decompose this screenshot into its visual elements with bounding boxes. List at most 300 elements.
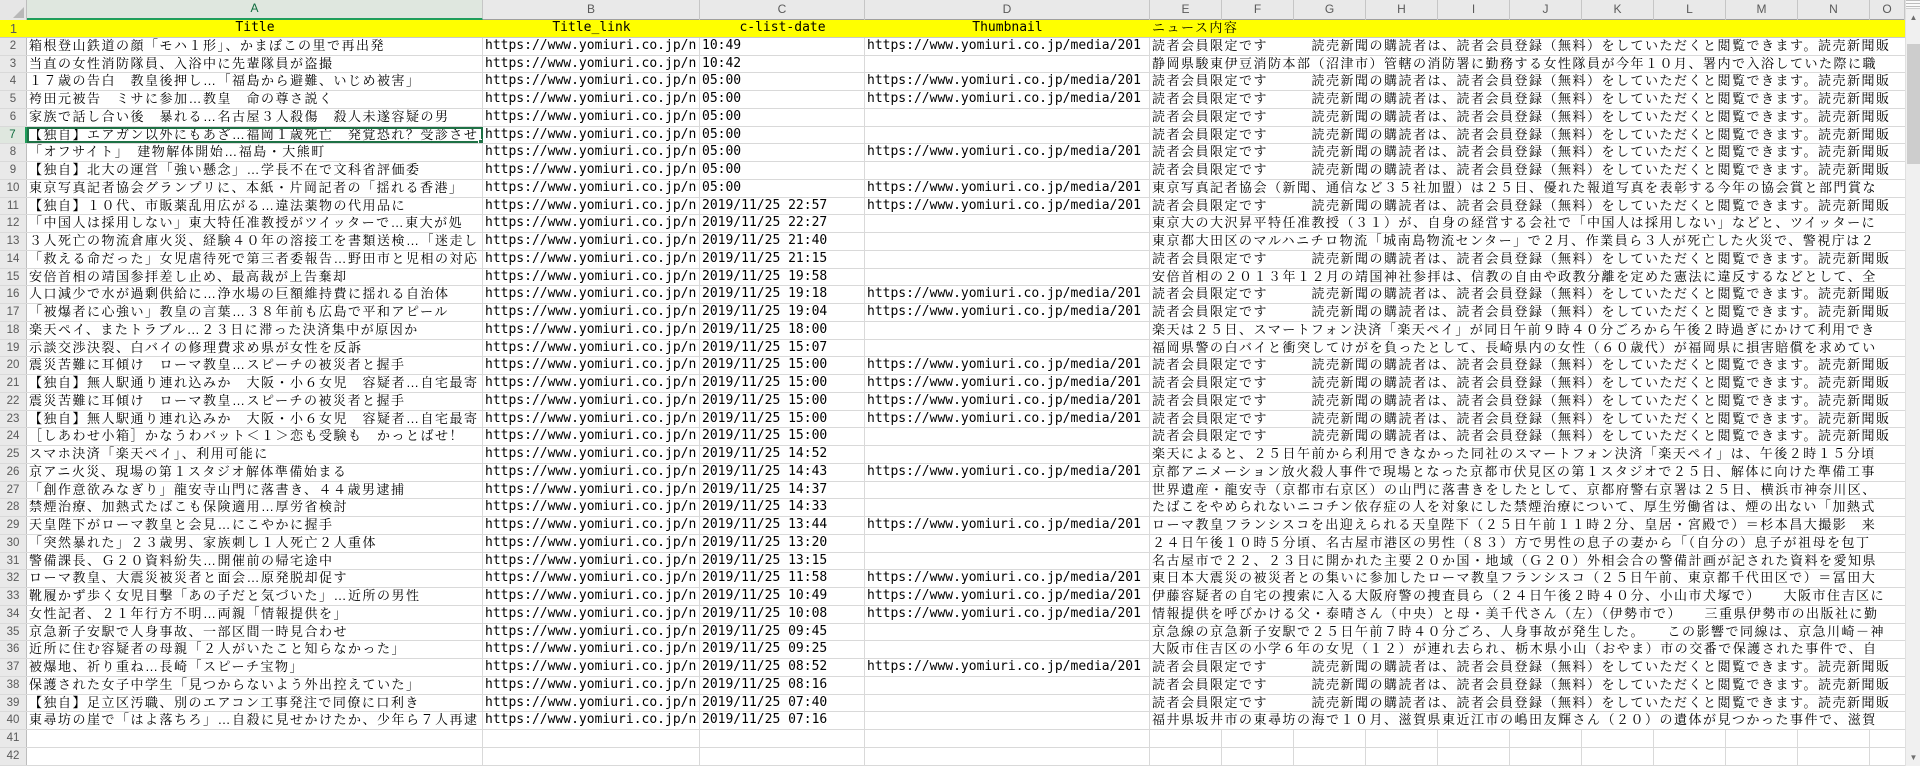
cell-title[interactable]: 近所に住む容疑者の母親「２人がいたこと知らなかった」 (27, 641, 483, 658)
row-number[interactable]: 24 (0, 428, 27, 445)
cell-content[interactable]: 読者会員限定です 読売新聞の購読者は、読者会員登録（無料）をしていただくと閲覧できます。読売新聞販 (1152, 286, 1891, 302)
cell-title[interactable]: 「救える命だった」女児虐待死で第三者委報告…野田市と児相の対応 (27, 251, 483, 268)
cell-link[interactable]: https://www.yomiuri.co.jp/n (483, 446, 700, 463)
cell-date[interactable]: 2019/11/25 22:57 (700, 198, 865, 215)
row-number[interactable]: 16 (0, 286, 27, 303)
cell-content[interactable]: 読者会員限定です 読売新聞の購読者は、読者会員登録（無料）をしていただくと閲覧できます。読売新聞販 (1152, 73, 1891, 89)
cell-content[interactable]: ローマ教皇フランシスコを出迎えられる天皇陛下（２５日午前１１時２分、皇居・宮殿で）＝杉本昌大撮影 来 (1152, 517, 1877, 532)
column-header-c[interactable]: C (700, 0, 865, 20)
cell-title[interactable]: ローマ教皇、大震災被災者と面会…原発脱却促す (27, 570, 483, 587)
cell-link[interactable]: https://www.yomiuri.co.jp/n (483, 499, 700, 516)
cell-title[interactable]: 【独自】無人駅通り連れ込みか 大阪・小６女児 容疑者…自宅最寄 (27, 375, 483, 392)
cell-link[interactable]: https://www.yomiuri.co.jp/n (483, 712, 700, 729)
cell-date[interactable]: 2019/11/25 09:45 (700, 624, 865, 641)
cell-thumbnail[interactable] (865, 712, 1150, 729)
row-number[interactable]: 18 (0, 322, 27, 339)
row-number[interactable]: 28 (0, 499, 27, 516)
cell-thumbnail[interactable] (865, 677, 1150, 694)
row-number[interactable]: 2 (0, 38, 27, 55)
cell-link[interactable]: https://www.yomiuri.co.jp/n (483, 535, 700, 552)
cell-date[interactable]: 2019/11/25 10:49 (700, 588, 865, 605)
cell-link[interactable]: https://www.yomiuri.co.jp/n (483, 91, 700, 108)
cell-title[interactable]: 当直の女性消防隊員、入浴中に先輩隊員が盗撮 (27, 56, 483, 73)
column-header-j[interactable]: J (1510, 0, 1582, 20)
cell-link[interactable]: https://www.yomiuri.co.jp/n (483, 127, 700, 144)
row-number[interactable]: 8 (0, 144, 27, 161)
table-header-row (0, 20, 1905, 38)
cell-thumbnail[interactable]: https://www.yomiuri.co.jp/media/201 (865, 375, 1150, 392)
row-number[interactable]: 19 (0, 340, 27, 357)
column-header-n[interactable]: N (1798, 0, 1870, 20)
cell-date[interactable]: 2019/11/25 07:16 (700, 712, 865, 729)
cell-link[interactable]: https://www.yomiuri.co.jp/n (483, 198, 700, 215)
cell-date[interactable]: 05:00 (700, 127, 865, 144)
row-number[interactable]: 6 (0, 109, 27, 126)
table-row (0, 109, 1905, 127)
cell-content[interactable]: 読者会員限定です 読売新聞の購読者は、読者会員登録（無料）をしていただくと閲覧できます。読売新聞販 (1152, 126, 1891, 142)
cell-title[interactable]: 東京写真記者協会グランプリに、本紙・片岡記者の「揺れる香港」 (27, 180, 483, 197)
header-title-link[interactable]: Title_link (483, 20, 700, 37)
column-header-a[interactable]: A (27, 0, 483, 20)
row-number[interactable]: 3 (0, 56, 27, 73)
column-header-h[interactable]: H (1366, 0, 1438, 20)
cell-thumbnail[interactable]: https://www.yomiuri.co.jp/media/201 (865, 588, 1150, 605)
cell-link[interactable] (483, 748, 700, 765)
cell-date[interactable]: 2019/11/25 22:27 (700, 215, 865, 232)
row-number[interactable]: 22 (0, 393, 27, 410)
cell-date[interactable]: 2019/11/25 13:44 (700, 517, 865, 534)
cell-title[interactable]: 女性記者、２１年行方不明…両親「情報提供を」 (27, 606, 483, 623)
cell-thumbnail[interactable] (865, 428, 1150, 445)
cell-content[interactable]: 京急線の京急新子安駅で２５日午前７時４０分ごろ、人身事故が発生した。 この影響で同線は、京急川崎－神 (1152, 623, 1886, 639)
cell-thumbnail[interactable] (865, 499, 1150, 516)
cell-content[interactable]: 読者会員限定です 読売新聞の購読者は、読者会員登録（無料）をしていただくと閲覧できます。読売新聞販 (1152, 659, 1891, 674)
cell-content[interactable]: 読者会員限定です 読売新聞の購読者は、読者会員登録（無料）をしていただくと閲覧できます。読売新聞販 (1152, 144, 1891, 160)
cell-thumbnail[interactable] (865, 730, 1150, 747)
cell-date[interactable]: 2019/11/25 11:58 (700, 570, 865, 587)
cell-link[interactable]: https://www.yomiuri.co.jp/n (483, 322, 700, 339)
row-number[interactable]: 15 (0, 269, 27, 286)
header-c-list-date[interactable]: c-list-date (700, 20, 865, 37)
cell-thumbnail[interactable] (865, 340, 1150, 357)
row-number[interactable]: 42 (0, 748, 27, 765)
column-header-b[interactable]: B (483, 0, 700, 20)
cell-content[interactable]: 読者会員限定です 読売新聞の購読者は、読者会員登録（無料）をしていただくと閲覧できます。読売新聞販 (1152, 91, 1891, 106)
row-number[interactable]: 36 (0, 641, 27, 658)
row-number[interactable]: 10 (0, 180, 27, 197)
cell-thumbnail[interactable] (865, 482, 1150, 499)
cell-link[interactable]: https://www.yomiuri.co.jp/n (483, 393, 700, 410)
cell-date[interactable]: 2019/11/25 10:08 (700, 606, 865, 623)
cell-title[interactable]: 「被爆者に心強い」教皇の言葉…３８年前も広島で平和アピール (27, 304, 483, 321)
cell-thumbnail[interactable] (865, 127, 1150, 144)
cell-content[interactable]: 読者会員限定です 読売新聞の購読者は、読者会員登録（無料）をしていただくと閲覧できます。読売新聞販 (1152, 694, 1891, 710)
cell-link[interactable]: https://www.yomiuri.co.jp/n (483, 375, 700, 392)
cell-link[interactable] (483, 730, 700, 747)
cell-title[interactable]: 被爆地、祈り重ね…長崎「スピーチ宝物」 (27, 659, 483, 676)
table-row (0, 659, 1905, 677)
cell-content[interactable]: 読者会員限定です 読売新聞の購読者は、読者会員登録（無料）をしていただくと閲覧できます。読売新聞販 (1152, 410, 1891, 426)
cell-title[interactable]: ３人死亡の物流倉庫火災、経験４０年の溶接工を書類送検…「迷走し (27, 233, 483, 250)
row-number[interactable]: 12 (0, 215, 27, 232)
cell-date[interactable]: 05:00 (700, 180, 865, 197)
cell-title[interactable]: 【独自】無人駅通り連れ込みか 大阪・小６女児 容疑者…自宅最寄 (27, 411, 483, 428)
cell-thumbnail[interactable]: https://www.yomiuri.co.jp/media/201 (865, 304, 1150, 321)
cell-content[interactable]: 東京都大田区のマルハニチロ物流「城南島物流センター」で２月、作業員ら３人が死亡した火災で、警視庁は２ (1152, 233, 1876, 248)
scroll-up-button[interactable]: ▲ (1909, 13, 1918, 22)
cell-date[interactable]: 2019/11/25 13:15 (700, 553, 865, 570)
row-number[interactable]: 31 (0, 553, 27, 570)
cell-link[interactable]: https://www.yomiuri.co.jp/n (483, 180, 700, 197)
cell-date[interactable]: 2019/11/25 14:43 (700, 464, 865, 481)
cell-date[interactable]: 2019/11/25 13:20 (700, 535, 865, 552)
cell-link[interactable]: https://www.yomiuri.co.jp/n (483, 233, 700, 250)
cell-link[interactable]: https://www.yomiuri.co.jp/n (483, 588, 700, 605)
cell-thumbnail[interactable] (865, 446, 1150, 463)
table-row (0, 606, 1905, 624)
cell-date[interactable]: 2019/11/25 19:18 (700, 286, 865, 303)
cell-thumbnail[interactable] (865, 233, 1150, 250)
cell-content[interactable] (1150, 748, 1905, 765)
column-header-i[interactable]: I (1438, 0, 1510, 20)
cell-title[interactable]: スマホ決済「楽天ペイ」、利用可能に (27, 446, 483, 463)
cell-title[interactable]: 東尋坊の崖で「はよ落ちろ」…自殺に見せかけたか、少年ら７人再逮 (27, 712, 483, 729)
cell-content[interactable]: 読者会員限定です 読売新聞の購読者は、読者会員登録（無料）をしていただくと閲覧できます。読売新聞販 (1152, 428, 1891, 444)
cell-date[interactable]: 05:00 (700, 73, 865, 90)
column-header-l[interactable]: L (1654, 0, 1726, 20)
cell-title[interactable]: 禁煙治療、加熱式たばこも保険適用…厚労省検討 (27, 499, 483, 516)
row-number[interactable]: 32 (0, 570, 27, 587)
row-number[interactable]: 34 (0, 606, 27, 623)
table-row (0, 535, 1905, 553)
row-number[interactable]: 38 (0, 677, 27, 694)
cell-link[interactable]: https://www.yomiuri.co.jp/n (483, 570, 700, 587)
cell-link[interactable]: https://www.yomiuri.co.jp/n (483, 162, 700, 179)
cell-link[interactable]: https://www.yomiuri.co.jp/n (483, 144, 700, 161)
table-row (0, 482, 1905, 500)
cell-thumbnail[interactable]: https://www.yomiuri.co.jp/media/201 (865, 180, 1150, 197)
cell-content[interactable]: 大阪市住吉区の小学６年の女児（１２）が連れ去られ、栃木県小山（おやま）市の交番で保護された事件で、自 (1152, 641, 1878, 657)
cell-thumbnail[interactable]: https://www.yomiuri.co.jp/media/201 (865, 198, 1150, 215)
cell-link[interactable]: https://www.yomiuri.co.jp/n (483, 269, 700, 286)
cell-date[interactable]: 2019/11/25 15:00 (700, 428, 865, 445)
row-number[interactable]: 20 (0, 357, 27, 374)
header-thumbnail[interactable]: Thumbnail (865, 20, 1150, 37)
cell-content[interactable]: 読者会員限定です 読売新聞の購読者は、読者会員登録（無料）をしていただくと閲覧できます。読売新聞販 (1152, 197, 1891, 213)
cell-content[interactable]: 伊藤容疑者の自宅の捜索に入る大阪府警の捜査員ら（２４日午後２時４０分、小山市犬塚で） 大阪市住吉区に (1152, 588, 1886, 603)
table-row (0, 180, 1905, 198)
cell-thumbnail[interactable]: https://www.yomiuri.co.jp/media/201 (865, 464, 1150, 481)
cell-content[interactable]: 静岡県駿東伊豆消防本部（沼津市）管轄の消防署に勤務する女性隊員が今年１０月、署内で入浴していた際に職 (1152, 55, 1878, 71)
cell-content[interactable]: 京都アニメーション放火殺人事件で現場となった京都市伏見区の第１スタジオで２５日、解体に向けた準備工事 (1152, 463, 1876, 479)
cell-thumbnail[interactable] (865, 109, 1150, 126)
cell-thumbnail[interactable] (865, 56, 1150, 73)
cell-link[interactable]: https://www.yomiuri.co.jp/n (483, 517, 700, 534)
cell-link[interactable]: https://www.yomiuri.co.jp/n (483, 428, 700, 445)
table-row (0, 393, 1905, 411)
cell-content[interactable]: 東京写真記者協会（新聞、通信など３５社加盟）は２５日、優れた報道写真を表彰する今年の協会賞と部門賞な (1152, 179, 1878, 195)
cell-link[interactable]: https://www.yomiuri.co.jp/n (483, 464, 700, 481)
cell-content[interactable]: 読者会員限定です 読売新聞の購読者は、読者会員登録（無料）をしていただくと閲覧できます。読売新聞販 (1152, 392, 1891, 408)
cell-content[interactable]: 福岡県警の白バイと衝突してけがを負ったとして、長崎県内の女性（６０歳代）が福岡県に損害賠償を求めてい (1152, 339, 1877, 355)
cell-date[interactable]: 2019/11/25 19:58 (700, 269, 865, 286)
table-row (0, 748, 1905, 766)
column-header-f[interactable]: F (1222, 0, 1294, 20)
column-header-g[interactable]: G (1294, 0, 1366, 20)
row-number[interactable]: 1 (0, 20, 27, 37)
cell-link[interactable]: https://www.yomiuri.co.jp/n (483, 606, 700, 623)
row-number[interactable]: 37 (0, 659, 27, 676)
cell-link[interactable]: https://www.yomiuri.co.jp/n (483, 677, 700, 694)
cell-link[interactable]: https://www.yomiuri.co.jp/n (483, 482, 700, 499)
table-row (0, 91, 1905, 109)
cell-title[interactable]: 【独自】北大の運営「強い懸念」…学長不在で文科省評価委 (27, 162, 483, 179)
cell-thumbnail[interactable] (865, 624, 1150, 641)
cell-title[interactable]: 「中国人は採用しない」東大特任准教授がツイッターで…東大が処 (27, 215, 483, 232)
table-row (0, 56, 1905, 74)
row-number[interactable]: 27 (0, 482, 27, 499)
cell-date[interactable]: 2019/11/25 14:37 (700, 482, 865, 499)
cell-thumbnail[interactable]: https://www.yomiuri.co.jp/media/201 (865, 606, 1150, 623)
cell-title[interactable]: 「創作意欲みなぎり」龍安寺山門に落書き、４４歳男逮捕 (27, 482, 483, 499)
cell-date[interactable]: 10:49 (700, 38, 865, 55)
cell-thumbnail[interactable]: https://www.yomiuri.co.jp/media/201 (865, 73, 1150, 90)
cell-thumbnail[interactable] (865, 748, 1150, 765)
table-row (0, 215, 1905, 233)
cell-content[interactable]: 読者会員限定です 読売新聞の購読者は、読者会員登録（無料）をしていただくと閲覧できます。読売新聞販 (1152, 250, 1891, 266)
scrollbar-thumb[interactable] (1907, 44, 1920, 164)
scrollbar-split-handle[interactable] (1906, 0, 1920, 9)
cell-title[interactable]: 警備課長、Ｇ２０資料紛失…開催前の帰宅途中 (27, 553, 483, 570)
cell-content[interactable]: 楽天は２５日、スマートフォン決済「楽天ペイ」が同日午前９時４０分ごろから午後２時過ぎにかけて利用でき (1152, 321, 1876, 337)
cell-content[interactable]: 読者会員限定です 読売新聞の購読者は、読者会員登録（無料）をしていただくと閲覧できます。読売新聞販 (1152, 162, 1891, 177)
cell-date[interactable]: 2019/11/25 14:33 (700, 499, 865, 516)
cell-date[interactable]: 2019/11/25 08:52 (700, 659, 865, 676)
cell-date[interactable]: 05:00 (700, 91, 865, 108)
table-row (0, 446, 1905, 464)
cell-date[interactable]: 2019/11/25 21:15 (700, 251, 865, 268)
row-number[interactable]: 41 (0, 730, 27, 747)
column-header-o[interactable]: O (1870, 0, 1905, 20)
table-row (0, 304, 1905, 322)
cell-content[interactable]: たばこをやめられないニコチン依存症の人を対象にした禁煙治療について、厚生労働省は、煙の出ない「加熱式 (1152, 499, 1876, 515)
cell-link[interactable]: https://www.yomiuri.co.jp/n (483, 38, 700, 55)
header-news-content[interactable]: ニュース内容 (1150, 20, 1905, 37)
cell-link[interactable]: https://www.yomiuri.co.jp/n (483, 411, 700, 428)
cell-thumbnail[interactable] (865, 695, 1150, 712)
table-row (0, 499, 1905, 517)
cell-content[interactable]: 読者会員限定です 読売新聞の購読者は、読者会員登録（無料）をしていただくと閲覧できます。読売新聞販 (1152, 304, 1891, 319)
cell-date[interactable]: 2019/11/25 15:00 (700, 375, 865, 392)
cell-title[interactable]: 震災苦難に耳傾け ローマ教皇…スピーチの被災者と握手 (27, 357, 483, 374)
row-number[interactable]: 21 (0, 375, 27, 392)
cell-thumbnail[interactable]: https://www.yomiuri.co.jp/media/201 (865, 393, 1150, 410)
table-row (0, 695, 1905, 713)
cell-thumbnail[interactable]: https://www.yomiuri.co.jp/media/201 (865, 659, 1150, 676)
cell-link[interactable]: https://www.yomiuri.co.jp/n (483, 109, 700, 126)
cell-content[interactable]: 情報提供を呼びかける父・泰晴さん（中央）と母・美千代さん（左）（伊勢市で） 三重県伊勢市の出版社に勤 (1152, 605, 1879, 621)
cell-thumbnail[interactable]: https://www.yomiuri.co.jp/media/201 (865, 286, 1150, 303)
cell-thumbnail[interactable] (865, 251, 1150, 268)
select-all-corner[interactable] (0, 0, 27, 20)
table-row (0, 357, 1905, 375)
cell-content[interactable]: 世界遺産・龍安寺（京都市右京区）の山門に落書きをしたとして、京都府警右京署は２５日、横浜市神奈川区、 (1152, 481, 1877, 497)
row-number[interactable]: 29 (0, 517, 27, 534)
cell-date[interactable]: 10:42 (700, 56, 865, 73)
cell-title[interactable]: 人口減少で水が過剰供給に…浄水場の巨額維持費に揺れる自治体 (27, 286, 483, 303)
row-number[interactable]: 33 (0, 588, 27, 605)
cell-thumbnail[interactable]: https://www.yomiuri.co.jp/media/201 (865, 517, 1150, 534)
cell-title[interactable]: 「オフサイト」 建物解体開始…福島・大熊町 (27, 144, 483, 161)
cell-title[interactable] (27, 730, 483, 747)
scroll-down-button[interactable]: ▼ (1909, 753, 1918, 762)
row-number[interactable]: 11 (0, 198, 27, 215)
cell-date[interactable]: 05:00 (700, 162, 865, 179)
cell-link[interactable]: https://www.yomiuri.co.jp/n (483, 624, 700, 641)
cell-date[interactable]: 2019/11/25 19:04 (700, 304, 865, 321)
cell-date[interactable]: 05:00 (700, 144, 865, 161)
cell-title[interactable]: 【独自】足立区汚職、別のエアコン工事発注で同僚に口利き (27, 695, 483, 712)
cell-title[interactable]: 箱根登山鉄道の顔「モハ１形」、かまぼこの里で再出発 (27, 38, 483, 55)
cell-content[interactable] (1150, 730, 1905, 747)
table-row (0, 127, 1905, 145)
cell-title[interactable]: 示談交渉決裂、白バイの修理費求め県が女性を反訴 (27, 340, 483, 357)
cell-content[interactable]: 読者会員限定です 読売新聞の購読者は、読者会員登録（無料）をしていただくと閲覧できます。読売新聞販 (1152, 357, 1891, 373)
cell-content[interactable]: 楽天によると、２５日午前から利用できなかった同社のスマートフォン決済「楽天ペイ」は、午後２時１５分頃 (1152, 446, 1876, 461)
fill-handle[interactable] (478, 139, 483, 143)
table-row (0, 144, 1905, 162)
cell-thumbnail[interactable] (865, 553, 1150, 570)
column-header-m[interactable]: M (1726, 0, 1798, 20)
row-number[interactable]: 9 (0, 162, 27, 179)
row-number[interactable]: 39 (0, 695, 27, 712)
vertical-scrollbar[interactable] (1905, 0, 1920, 766)
cell-link[interactable]: https://www.yomiuri.co.jp/n (483, 340, 700, 357)
cell-thumbnail[interactable] (865, 162, 1150, 179)
cell-link[interactable]: https://www.yomiuri.co.jp/n (483, 553, 700, 570)
cell-content[interactable]: 東京大の大沢昇平特任准教授（３１）が、自身の経営する会社で「中国人は採用しない」などと、ツイッターに (1152, 215, 1877, 231)
row-number[interactable]: 4 (0, 73, 27, 90)
cell-link[interactable]: https://www.yomiuri.co.jp/n (483, 304, 700, 321)
cell-link[interactable]: https://www.yomiuri.co.jp/n (483, 641, 700, 658)
row-number[interactable]: 5 (0, 91, 27, 108)
cell-date[interactable]: 2019/11/25 14:52 (700, 446, 865, 463)
cell-content[interactable]: 読者会員限定です 読売新聞の購読者は、読者会員登録（無料）をしていただくと閲覧できます。読売新聞販 (1152, 676, 1891, 692)
row-number[interactable]: 40 (0, 712, 27, 729)
cell-link[interactable]: https://www.yomiuri.co.jp/n (483, 215, 700, 232)
cell-title[interactable]: 靴履かず歩く女児目撃「あの子だと気づいた」…近所の男性 (27, 588, 483, 605)
cell-link[interactable]: https://www.yomiuri.co.jp/n (483, 251, 700, 268)
cell-title[interactable]: 「突然暴れた」２３歳男、家族刺し１人死亡２人重体 (27, 535, 483, 552)
cell-link[interactable]: https://www.yomiuri.co.jp/n (483, 73, 700, 90)
cell-thumbnail[interactable] (865, 535, 1150, 552)
cell-content[interactable]: 名古屋市で２２、２３日に開かれた主要２０か国・地域（Ｇ２０）外相会合の警備計画が記された資料を愛知県 (1152, 552, 1878, 568)
table-row (0, 411, 1905, 429)
cell-link[interactable]: https://www.yomiuri.co.jp/n (483, 56, 700, 73)
cell-thumbnail[interactable] (865, 322, 1150, 339)
cell-thumbnail[interactable]: https://www.yomiuri.co.jp/media/201 (865, 91, 1150, 108)
column-header-k[interactable]: K (1582, 0, 1654, 20)
cell-date[interactable]: 05:00 (700, 109, 865, 126)
cell-title[interactable]: 【独自】エアガン以外にもあざ…福岡１歳死亡 発覚恐れ？受診させ (27, 127, 483, 144)
cell-thumbnail[interactable]: https://www.yomiuri.co.jp/media/201 (865, 357, 1150, 374)
cell-title[interactable]: 天皇陛下がローマ教皇と会見…にこやかに握手 (27, 517, 483, 534)
row-number[interactable]: 26 (0, 464, 27, 481)
row-number[interactable]: 23 (0, 411, 27, 428)
cell-date[interactable]: 2019/11/25 15:00 (700, 357, 865, 374)
cell-title[interactable]: 安倍首相の靖国参拝差し止め、最高裁が上告棄却 (27, 269, 483, 286)
cell-content[interactable]: ２４日午後１０時５分頃、名古屋市港区の男性（８３）方で男性の息子の妻から「（自分の）息子が祖母を包丁 (1152, 534, 1871, 550)
cell-date[interactable]: 2019/11/25 15:07 (700, 340, 865, 357)
cell-title[interactable]: ［しあわせ小箱］かなうわバット＜１＞恋も受験も かっとばせ！ (27, 428, 483, 445)
cell-date[interactable]: 2019/11/25 15:00 (700, 393, 865, 410)
row-number[interactable]: 7 (0, 127, 27, 144)
table-row (0, 641, 1905, 659)
row-number[interactable]: 35 (0, 624, 27, 641)
cell-content[interactable]: 読者会員限定です 読売新聞の購読者は、読者会員登録（無料）をしていただくと閲覧できます。読売新聞販 (1152, 108, 1891, 124)
cell-link[interactable]: https://www.yomiuri.co.jp/n (483, 659, 700, 676)
cell-title[interactable]: 家族で話し合い後 暴れる…名古屋３人殺傷 殺人未遂容疑の男 (27, 109, 483, 126)
row-number[interactable]: 30 (0, 535, 27, 552)
table-row (0, 251, 1905, 269)
cell-content[interactable]: 読者会員限定です 読売新聞の購読者は、読者会員登録（無料）をしていただくと閲覧できます。読売新聞販 (1152, 375, 1891, 390)
cell-content[interactable]: 東日本大震災の被災者との集いに参加したローマ教皇フランシスコ（２５日午前、東京都千代田区で）＝冨田大 (1152, 570, 1877, 586)
cell-link[interactable]: https://www.yomiuri.co.jp/n (483, 357, 700, 374)
cell-date[interactable]: 2019/11/25 15:00 (700, 411, 865, 428)
cell-content[interactable]: 福井県坂井市の東尋坊の海で１０月、滋賀県東近江市の嶋田友輝さん（２０）の遺体が見つかった事件で、滋賀 (1152, 712, 1877, 728)
cell-thumbnail[interactable] (865, 641, 1150, 658)
cell-thumbnail[interactable] (865, 215, 1150, 232)
cell-content[interactable]: 安倍首相の２０１３年１２月の靖国神社参拝は、信教の自由や政教分離を定めた憲法に違反するなどとして、全 (1152, 268, 1877, 284)
cell-thumbnail[interactable] (865, 269, 1150, 286)
cell-date[interactable]: 2019/11/25 07:40 (700, 695, 865, 712)
cell-title[interactable] (27, 748, 483, 765)
cell-link[interactable]: https://www.yomiuri.co.jp/n (483, 286, 700, 303)
header-title[interactable]: Title (27, 20, 483, 37)
grid-body (0, 20, 1905, 766)
cell-thumbnail[interactable]: https://www.yomiuri.co.jp/media/201 (865, 411, 1150, 428)
cell-date[interactable] (700, 730, 865, 747)
cell-title[interactable]: 【独自】１０代、市販薬乱用広がる…違法薬物の代用品に (27, 198, 483, 215)
cell-content[interactable]: 読者会員限定です 読売新聞の購読者は、読者会員登録（無料）をしていただくと閲覧できます。読売新聞販 (1152, 37, 1891, 53)
row-number[interactable]: 17 (0, 304, 27, 321)
row-number[interactable]: 13 (0, 233, 27, 250)
table-row (0, 712, 1905, 730)
cell-thumbnail[interactable]: https://www.yomiuri.co.jp/media/201 (865, 38, 1150, 55)
cell-thumbnail[interactable]: https://www.yomiuri.co.jp/media/201 (865, 144, 1150, 161)
row-number[interactable]: 25 (0, 446, 27, 463)
cell-title[interactable]: 保護された女子中学生「見つからないよう外出控えていた」 (27, 677, 483, 694)
cell-title[interactable]: １７歳の告白 教皇後押し…「福島から避難、いじめ被害」 (27, 73, 483, 90)
table-row (0, 428, 1905, 446)
cell-title[interactable]: 震災苦難に耳傾け ローマ教皇…スピーチの被災者と握手 (27, 393, 483, 410)
column-header-e[interactable]: E (1150, 0, 1222, 20)
cell-title[interactable]: 袴田元被告 ミサに参加…教皇 命の尊さ説く (27, 91, 483, 108)
cell-title[interactable]: 楽天ペイ、またトラブル…２３日に滞った決済集中が原因か (27, 322, 483, 339)
cell-date[interactable]: 2019/11/25 21:40 (700, 233, 865, 250)
row-number[interactable]: 14 (0, 251, 27, 268)
cell-date[interactable]: 2019/11/25 18:00 (700, 322, 865, 339)
cell-title[interactable]: 京急新子安駅で人身事故、一部区間一時見合わせ (27, 624, 483, 641)
table-row (0, 233, 1905, 251)
cell-date[interactable]: 2019/11/25 09:25 (700, 641, 865, 658)
column-header-d[interactable]: D (865, 0, 1150, 20)
cell-link[interactable]: https://www.yomiuri.co.jp/n (483, 695, 700, 712)
cell-date[interactable] (700, 748, 865, 765)
cell-title[interactable]: 京アニ火災、現場の第１スタジオ解体準備始まる (27, 464, 483, 481)
cell-thumbnail[interactable]: https://www.yomiuri.co.jp/media/201 (865, 570, 1150, 587)
cell-date[interactable]: 2019/11/25 08:16 (700, 677, 865, 694)
